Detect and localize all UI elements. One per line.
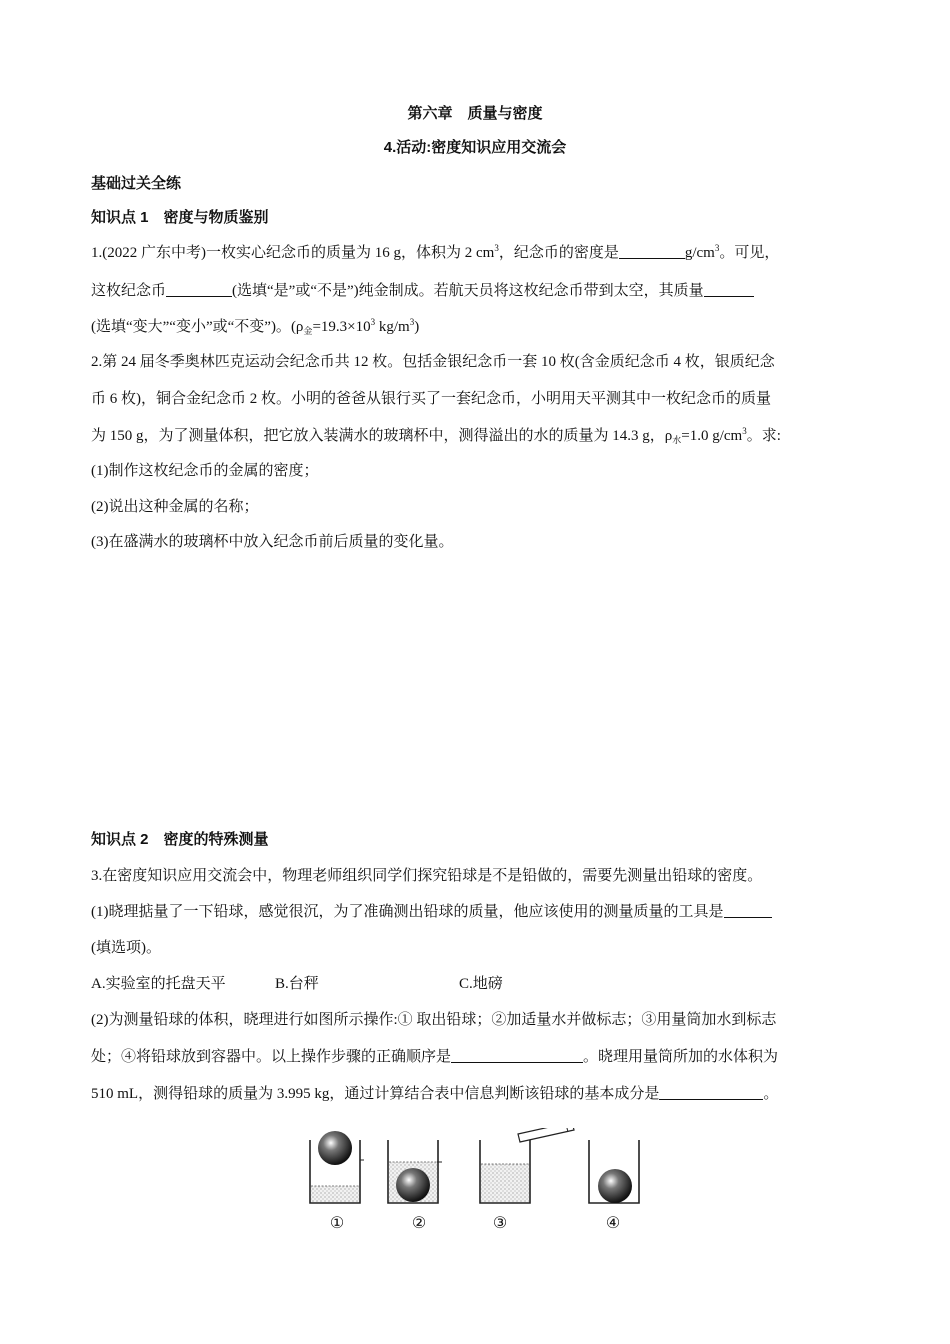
superscript: 3 [742, 426, 747, 436]
answer-blank[interactable] [166, 282, 232, 297]
q3-line-1: 3.在密度知识应用交流会中，物理老师组织同学们探究铅球是不是铅做的，需要先测量出铅球的密度。 [91, 868, 763, 884]
q3-text: 处；④将铅球放到容器中。以上操作步骤的正确顺序是 [91, 1049, 452, 1065]
container-step-3 [480, 1128, 574, 1203]
answer-blank[interactable] [451, 1048, 583, 1063]
figure-label-3: ③ [492, 1215, 508, 1232]
lesson-title: 4.活动:密度知识应用交流会 [383, 139, 567, 156]
q1-text: 1.(2022 广东中考)一枚实心纪念币的质量为 16 g，体积为 2 cm [91, 245, 495, 261]
q2-part-3: (3)在盛满水的玻璃杯中放入纪念币前后质量的变化量。 [91, 534, 454, 550]
superscript: 3 [370, 317, 376, 327]
q1-text: 这枚纪念币 [91, 283, 167, 299]
q2-text: 。求: [746, 428, 781, 444]
superscript: 3 [714, 243, 720, 253]
knowledge-point-1-title: 知识点 1 密度与物质鉴别 [91, 209, 269, 226]
section-title: 基础过关全练 [91, 175, 182, 192]
lead-ball [318, 1131, 352, 1165]
container-step-1 [310, 1131, 364, 1203]
q1-text: kg/m [375, 319, 410, 335]
lead-ball [598, 1169, 632, 1203]
container-step-4 [589, 1140, 639, 1203]
q1-text: g/cm [684, 245, 715, 261]
superscript: 3 [409, 317, 415, 327]
subscript: 水 [672, 435, 682, 445]
q2-part-1: (1)制作这枚纪念币的金属的密度； [91, 463, 319, 479]
answer-blank[interactable] [704, 282, 754, 297]
q2-line-3 [91, 426, 781, 446]
figure-label-1: ① [329, 1215, 345, 1232]
knowledge-point-2-title: 知识点 2 密度的特殊测量 [91, 831, 269, 848]
q1-text: ) [414, 319, 420, 335]
q2-text: =1.0 g/cm [681, 428, 743, 444]
chapter-title: 第六章 质量与密度 [407, 105, 543, 122]
container-step-2 [388, 1140, 442, 1203]
measuring-cylinder [518, 1128, 574, 1142]
answer-blank[interactable] [619, 244, 685, 259]
q3-part-1-line-2: (填选项)。 [91, 940, 161, 956]
q3-text: 。晓理用量筒所加的水体积为 [583, 1049, 779, 1065]
q1-text: 。可见， [719, 245, 780, 261]
q2-text: 为 150 g，为了测量体积，把它放入装满水的玻璃杯中，测得溢出的水的质量为 14.3 g，ρ [91, 428, 673, 444]
superscript: 3 [494, 243, 499, 253]
q1-text: =19.3×10 [312, 319, 371, 335]
q1-text: ，纪念币的密度是 [498, 245, 619, 261]
q2-line-1: 2.第 24 届冬季奥林匹克运动会纪念币共 12 枚。包括金银纪念币一套 10 枚(含金质纪念币 4 枚，银质纪念 [91, 354, 775, 370]
q3-text: 。 [763, 1086, 779, 1102]
answer-blank[interactable] [659, 1085, 763, 1100]
q3-options [91, 974, 503, 994]
q1-text: (选填“是”或“不是”)纯金制成。若航天员将这枚纪念币带到太空，其质量 [232, 283, 704, 299]
q1-text: (选填“变大”“变小”或“不变”)。(ρ [91, 319, 304, 335]
lead-ball [396, 1168, 430, 1202]
q2-part-2: (2)说出这种金属的名称； [91, 499, 259, 515]
q3-text: 510 mL，测得铅球的质量为 3.995 kg，通过计算结合表中信息判断该铅球的基本成分是 [91, 1086, 660, 1102]
figure-label-4: ④ [605, 1215, 621, 1232]
q3-text: (1)晓理掂量了一下铅球，感觉很沉，为了准确测出铅球的质量，他应该使用的测量质量的工具是 [91, 904, 724, 920]
q1-line-3 [91, 317, 419, 337]
q3-part-1-line-1 [91, 902, 772, 922]
q3-part-2-line-3 [91, 1084, 778, 1104]
q1-line-1 [91, 243, 779, 263]
q3-part-2-line-1: (2)为测量铅球的体积，晓理进行如图所示操作:① 取出铅球；②加适量水并做标志；③用量筒加水到标志 [91, 1012, 777, 1028]
option-c[interactable]: C.地磅 [459, 976, 503, 992]
q3-part-2-line-2 [91, 1047, 778, 1067]
figure-label-2: ② [411, 1215, 427, 1232]
answer-blank[interactable] [724, 903, 772, 918]
q2-line-2: 币 6 枚)，铜合金纪念币 2 枚。小明的爸爸从银行买了一套纪念币，小明用天平测其中一枚纪念币的质量 [91, 391, 771, 407]
q1-line-2 [91, 281, 754, 301]
option-a[interactable]: A.实验室的托盘天平 [91, 976, 226, 992]
subscript: 金 [303, 326, 313, 336]
option-b[interactable]: B.台秤 [275, 976, 319, 992]
